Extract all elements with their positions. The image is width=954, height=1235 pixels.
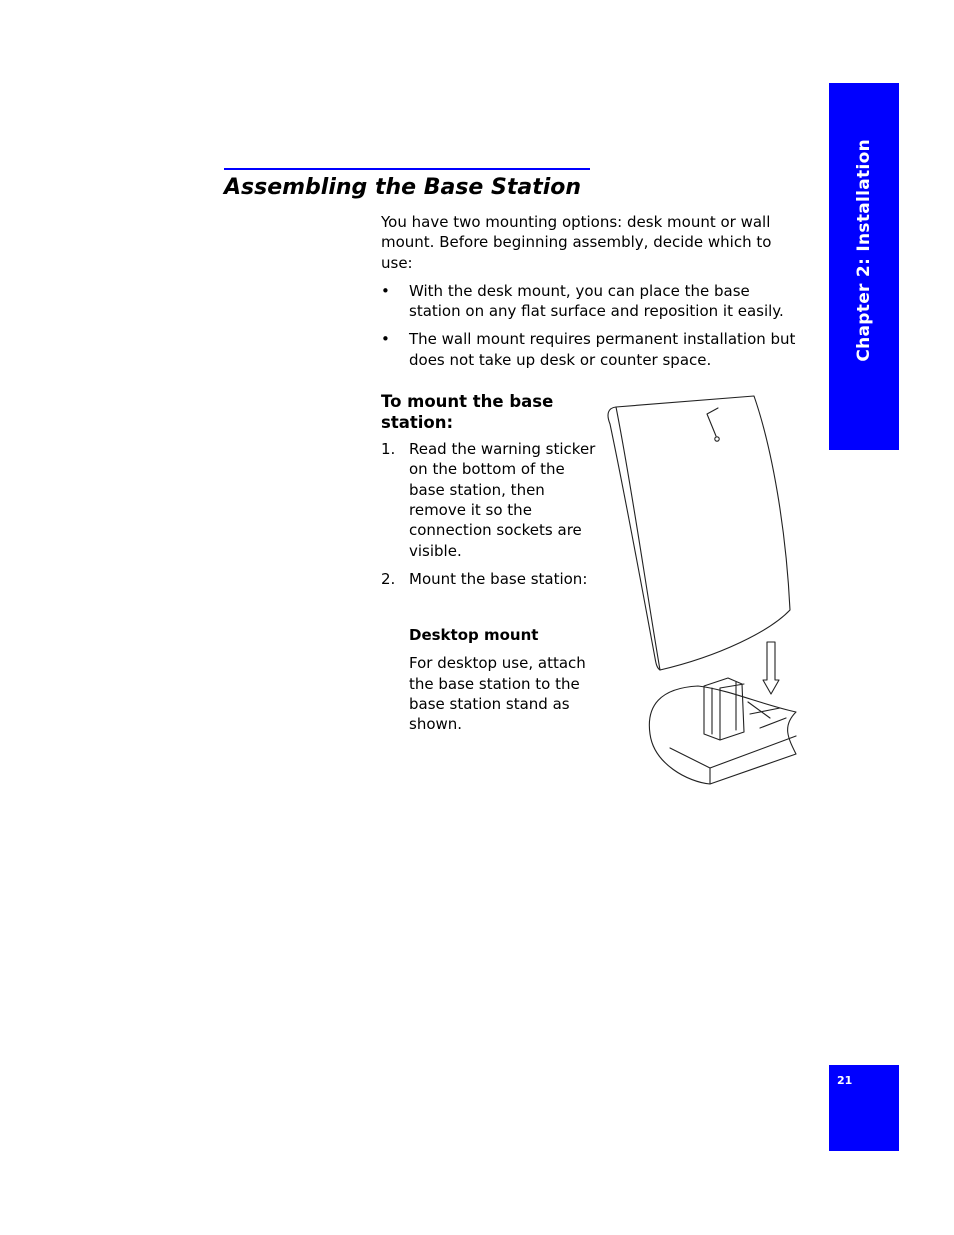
desktop-mount-title: Desktop mount xyxy=(409,626,539,645)
stand-tray xyxy=(670,736,796,784)
chapter-tab-label: Chapter 2: Installation xyxy=(854,139,874,362)
step-number: 2. xyxy=(381,569,396,588)
chapter-tab-label-wrap xyxy=(829,83,899,450)
heading-rule xyxy=(224,168,590,170)
page-title: Assembling the Base Station xyxy=(224,175,582,200)
page-number-tab xyxy=(829,1065,899,1151)
stand-base xyxy=(649,686,796,784)
base-station-body xyxy=(616,396,790,670)
procedure-steps xyxy=(381,439,596,589)
base-station-illustration xyxy=(600,388,810,793)
options-list xyxy=(381,281,806,370)
intro-paragraph: You have two mounting options: desk mount or wall mount. Before beginning assembly, decide which to use: xyxy=(381,213,772,272)
down-arrow xyxy=(763,642,779,694)
step-number: 1. xyxy=(381,440,396,459)
option-desk-mount: • With the desk mount, you can place the base station on any flat surface and reposition it easily. xyxy=(381,281,806,322)
step-1 xyxy=(381,439,596,561)
antenna-slit xyxy=(707,408,718,436)
base-station-edge xyxy=(608,407,660,670)
procedure-title: To mount the base station: xyxy=(381,392,554,433)
desktop-mount-text: For desktop use, attach the base station to the base station stand as shown. xyxy=(409,654,586,734)
option-wall-mount: • The wall mount requires permanent installation but does not take up desk or counter space. xyxy=(381,329,806,370)
step-text: Read the warning sticker on the bottom of the base station, then remove it so the connection sockets are visible. xyxy=(409,440,596,560)
step-2 xyxy=(381,569,596,589)
indicator-led xyxy=(715,437,719,441)
page-number: 21 xyxy=(837,1074,853,1087)
step-text: Mount the base station: xyxy=(409,569,588,588)
